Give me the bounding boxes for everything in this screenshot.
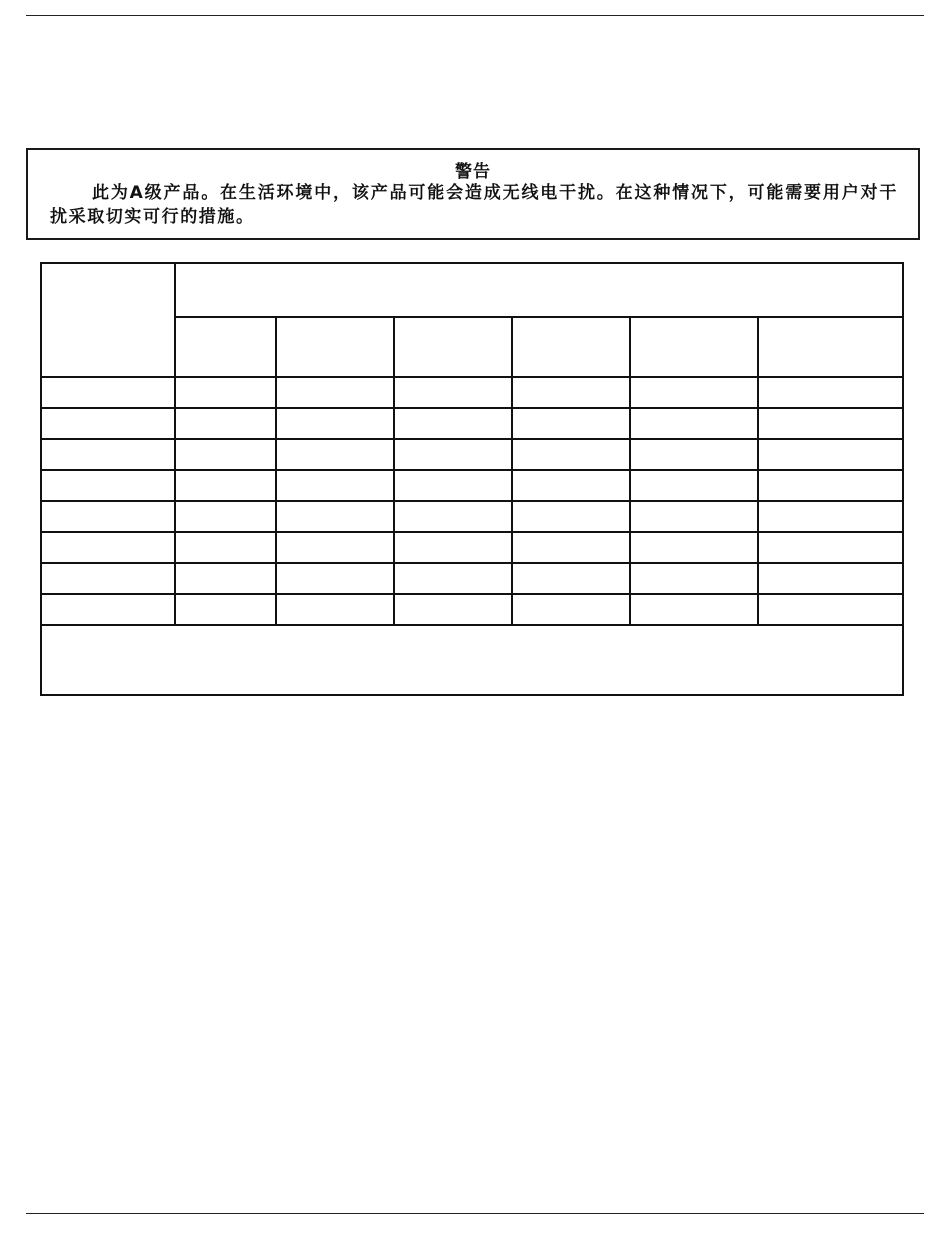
table-cell [395,440,513,471]
table-cell [631,471,759,502]
table-header-group [176,264,902,318]
table-cell [759,533,902,564]
table-row-label-cell [42,409,176,440]
table-header-subcell [759,318,902,378]
table-cell [176,595,277,626]
table-cell [631,378,759,409]
table-header-corner [42,264,176,378]
table-row-label-cell [42,471,176,502]
warning-body-text: 此为A级产品。在生活环境中，该产品可能会造成无线电干扰。在这种情况下，可能需要用户对干扰采取切实可行的措施。 [50,183,898,227]
table-cell [176,409,277,440]
table-cell [277,378,395,409]
table-row-label-cell [42,378,176,409]
table-cell [513,378,631,409]
table-cell [277,595,395,626]
table-cell [395,378,513,409]
table-cell [513,564,631,595]
table-grid [42,264,902,694]
table-cell [176,533,277,564]
table-cell [176,471,277,502]
table-cell [631,502,759,533]
table-cell [277,533,395,564]
table-cell [759,440,902,471]
table-cell [631,409,759,440]
table-cell [176,564,277,595]
table-cell [631,564,759,595]
table-header-subcell [176,318,277,378]
table-row-label-cell [42,564,176,595]
table-cell [277,409,395,440]
table-cell [759,409,902,440]
table-cell [759,564,902,595]
table-cell [513,502,631,533]
table-cell [395,502,513,533]
table-cell [395,471,513,502]
table-cell [176,502,277,533]
table-cell [759,471,902,502]
table-cell [513,409,631,440]
table-cell [759,502,902,533]
table-cell [277,502,395,533]
table-cell [395,409,513,440]
table-cell [395,595,513,626]
top-rule [26,15,924,16]
table-cell [277,440,395,471]
table-cell [759,595,902,626]
empty-data-table [40,262,904,696]
table-cell [277,564,395,595]
table-row-label-cell [42,502,176,533]
table-cell [631,595,759,626]
warning-title: 警告 [455,162,491,182]
table-cell [631,440,759,471]
table-cell [513,533,631,564]
table-cell [395,564,513,595]
table-header-subcell [631,318,759,378]
table-row-label-cell [42,533,176,564]
table-cell [759,378,902,409]
table-cell [513,440,631,471]
table-cell [631,533,759,564]
table-header-subcell [513,318,631,378]
table-row-label-cell [42,595,176,626]
table-header-subcell [277,318,395,378]
table-row-label-cell [42,440,176,471]
table-cell [513,595,631,626]
table-cell [176,440,277,471]
table-cell [513,471,631,502]
table-header-subcell [395,318,513,378]
warning-notice-box [26,148,920,240]
table-cell [176,378,277,409]
table-footer-note [42,626,902,694]
bottom-rule [26,1213,924,1214]
table-cell [395,533,513,564]
table-cell [277,471,395,502]
